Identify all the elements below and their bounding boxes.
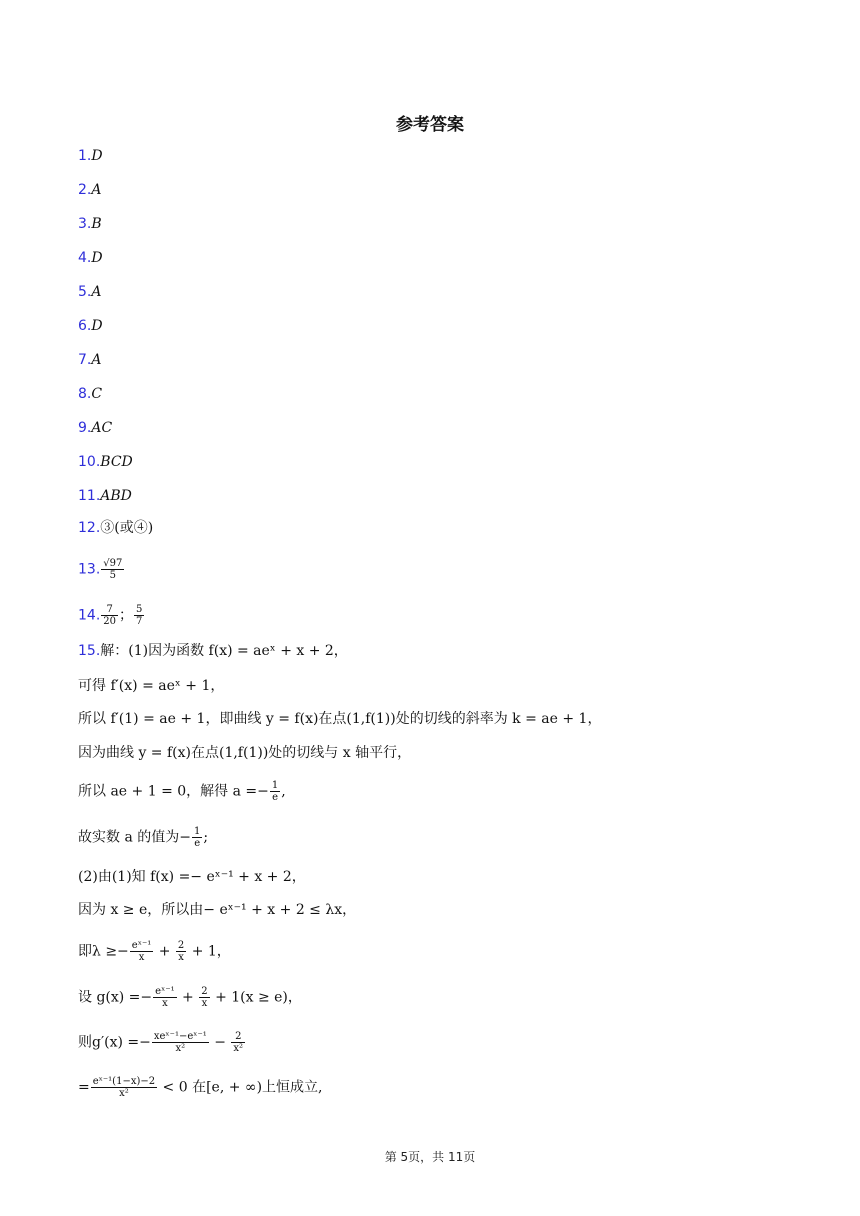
answer-text: D [91,250,103,266]
solution-15-line-1: 15.解：(1)因为函数 f(x) = aeˣ + x + 2， [78,643,348,659]
answer-number: 6. [78,318,92,334]
fraction: $\frac{2}{\text{x²}}$ [233,1031,244,1054]
answer-11 [78,486,132,506]
page-title: 参考答案 [396,115,464,135]
answer-number: 3. [78,216,92,232]
solution-15-line-7: (2)由(1)知 f(x) =− eˣ⁻¹ + x + 2， [78,869,306,885]
solution-15-line-2: 可得 f′(x) = aeˣ + 1， [78,678,225,694]
answer-text: A [91,182,102,198]
answer-text: B [91,216,102,232]
solution-15-line-8: 因为 x ≥ e，所以由− eˣ⁻¹ + x + 2 ≤ λx， [78,902,357,918]
answer-text: ③(或④) [100,520,154,536]
answer-number: 8. [78,386,92,402]
answer-14: 14. $\frac{7}{20}$ ； $\frac{5}{7}$ [78,604,143,627]
answer-text: AC [91,420,113,436]
fraction: $\frac{7}{20}$ [103,604,116,627]
answer-number: 11. [78,488,101,504]
solution-15-line-5: 所以 ae + 1 = 0，解得 a =− $\frac{1}{e}$ , [78,780,286,803]
answer-number: 1. [78,148,92,164]
answer-text: BCD [100,454,133,470]
solution-15-line-11: 则g′(x) =− $\frac{\text{xeˣ⁻¹−eˣ⁻¹}}{\text{x²}}$ − $\frac{2}{\text{x²}}$ [78,1031,244,1054]
answer-number: 2. [78,182,92,198]
fraction: $\frac{1}{e}$ [271,780,279,803]
solution-15-line-3: 所以 f′(1) = ae + 1，即曲线 y = f(x)在点(1,f(1))处的切线的斜率为 k = ae + 1， [78,711,602,727]
answer-text: D [91,148,103,164]
answer-text: D [91,318,103,334]
answer-text: A [91,352,102,368]
answer-3 [78,214,102,234]
answer-4 [78,248,103,268]
fraction: $\frac{\text{eˣ⁻¹}}{x}$ [131,940,152,963]
fraction: $\frac{2}{x}$ [201,986,208,1009]
answer-number: 15. [78,643,101,659]
solution-15-line-12: = $\frac{\text{eˣ⁻¹(1−x)−2}}{\text{x²}}$ < 0 在[e, + ∞)上恒成立, [78,1076,323,1099]
answer-5 [78,282,101,302]
fraction: $\frac{2}{x}$ [177,940,185,963]
page-footer: 第 5页，共 11页 [384,1150,476,1164]
answer-number: 9. [78,420,92,436]
solution-15-line-6: 故实数 a 的值为− $\frac{1}{e}$ ; [78,826,209,849]
answer-number: 12. [78,520,101,536]
answer-1 [78,146,103,166]
answer-number: 5. [78,284,92,300]
answer-2 [78,180,101,200]
answer-number: 13. [78,561,101,578]
answer-number: 14. [78,607,101,624]
fraction: $\frac{\text{xeˣ⁻¹−eˣ⁻¹}}{\text{x²}}$ [153,1031,207,1054]
answer-7 [78,350,101,370]
answer-text: ABD [100,488,132,504]
answer-8 [78,384,102,404]
fraction: $\frac{\text{eˣ⁻¹(1−x)−2}}{\text{x²}}$ [92,1076,156,1099]
solution-15-line-9: 即λ ≥− $\frac{\text{eˣ⁻¹}}{x}$ + $\frac{2}{x}$ + 1， [78,940,231,963]
fraction: $\frac{\text{eˣ⁻¹}}{x}$ [155,986,175,1009]
fraction: $\frac{5}{7}$ [136,604,143,627]
answer-text: A [91,284,102,300]
answer-13 [78,558,125,581]
answer-text: C [91,386,103,402]
answer-6 [78,316,103,336]
answer-10 [78,452,133,472]
answer-number: 10. [78,454,101,470]
fraction: $\frac{√97}{5}$ [103,558,123,581]
answer-number: 7. [78,352,92,368]
fraction: $\frac{1}{e}$ [193,826,201,849]
solution-15-line-10: 设 g(x) =− $\frac{\text{eˣ⁻¹}}{x}$ + $\frac{2}{x}$ + 1(x ≥ e)， [78,986,302,1009]
answer-9 [78,418,112,438]
solution-15-line-4: 因为曲线 y = f(x)在点(1,f(1))处的切线与 x 轴平行， [78,745,412,761]
answer-12 [78,518,153,538]
answer-number: 4. [78,250,92,266]
